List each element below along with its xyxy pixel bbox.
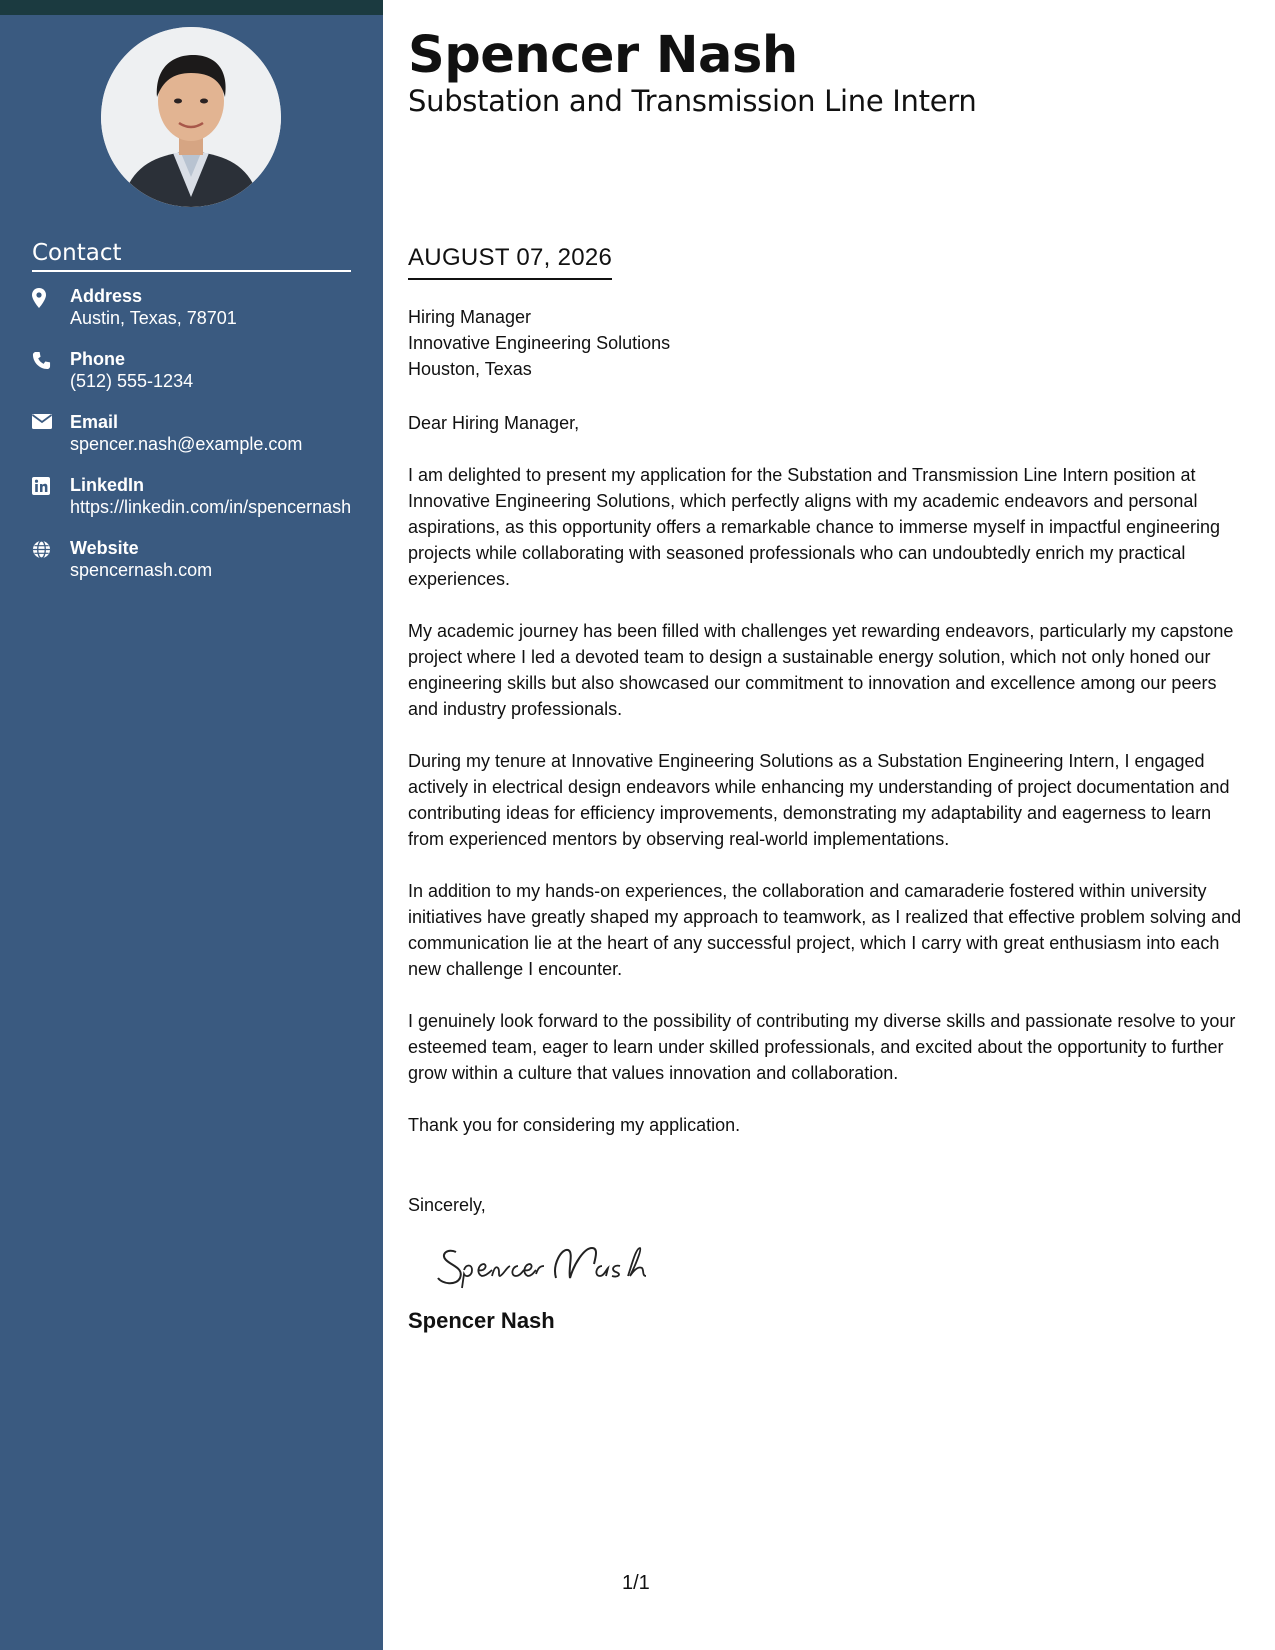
paragraph: My academic journey has been filled with challenges yet rewarding endeavors, particularly my capstone project where I led a devoted team to design a sustainable energy solution, which not only honed our engineering skills but also showcased our commitment to innovation and excellence among our peers and industry professionals. xyxy=(408,621,1234,719)
linkedin-icon xyxy=(32,474,70,519)
contact-email xyxy=(32,411,352,456)
contact-value: spencer.nash@example.com xyxy=(70,434,303,454)
recipient-line: Houston, Texas xyxy=(408,359,532,379)
paragraph: Thank you for considering my application. xyxy=(408,1115,741,1135)
paragraph: During my tenure at Innovative Engineering Solutions as a Substation Engineering Intern, I engaged actively in electrical design endeavors while enhancing my understanding of project documentation and contributing ideas for efficiency improvements, demonstrating my adaptability and eagerness to learn from experienced mentors by observing real-world implementations. xyxy=(408,751,1230,849)
contact-label: LinkedIn xyxy=(70,475,145,495)
signature-image xyxy=(434,1234,654,1292)
letter-body xyxy=(408,304,1248,1334)
paragraph: I genuinely look forward to the possibility of contributing my diverse skills and passionate resolve to your esteemed team, eager to learn under skilled professionals, and excited about the opportunity to further grow within a culture that values innovation and collaboration. xyxy=(408,1011,1236,1083)
contact-value: (512) 555-1234 xyxy=(70,371,194,391)
paragraph: I am delighted to present my application for the Substation and Transmission Line Intern position at Innovative Engineering Solutions, which perfectly aligns with my academic endeavors and personal aspirations, as this opportunity offers a remarkable chance to immerse myself in impactful engineering projects while collaborating with seasoned professionals who can undoubtedly enrich my practical experiences. xyxy=(408,465,1221,589)
page-number: 1/1 xyxy=(622,1572,650,1594)
paragraph: In addition to my hands-on experiences, the collaboration and camaraderie fostered within university initiatives have greatly shaped my approach to teamwork, as I realized that effective problem solving and communication lie at the heart of any successful project, which I carry with great enthusiasm into each new challenge I encounter. xyxy=(408,881,1242,979)
phone-icon xyxy=(32,348,70,393)
recipient-block xyxy=(408,304,1248,382)
contact-label: Phone xyxy=(70,349,126,369)
profile-photo xyxy=(101,27,281,207)
recipient-line: Hiring Manager xyxy=(408,307,532,327)
greeting: Dear Hiring Manager, xyxy=(408,413,580,433)
contact-label: Address xyxy=(70,286,143,306)
contact-value[interactable]: https://linkedin.com/in/spencernash xyxy=(70,497,352,517)
letter-date: AUGUST 07, 2026 xyxy=(408,244,612,280)
contact-label: Website xyxy=(70,538,139,558)
contact-label: Email xyxy=(70,412,119,432)
sidebar xyxy=(0,0,383,1650)
contact-linkedin xyxy=(32,474,352,519)
closing: Sincerely, xyxy=(408,1195,486,1215)
envelope-icon xyxy=(32,411,70,456)
contact-website xyxy=(32,537,352,582)
contact-list xyxy=(32,285,352,600)
globe-icon xyxy=(32,537,70,582)
sidebar-top-bar xyxy=(0,0,383,15)
contact-phone xyxy=(32,348,352,393)
contact-heading: Contact xyxy=(32,240,351,272)
contact-value[interactable]: spencernash.com xyxy=(70,560,213,580)
applicant-name: Spencer Nash xyxy=(408,26,798,85)
recipient-line: Innovative Engineering Solutions xyxy=(408,333,671,353)
contact-address xyxy=(32,285,352,330)
job-title: Substation and Transmission Line Intern xyxy=(408,84,977,118)
contact-value: Austin, Texas, 78701 xyxy=(70,308,237,328)
signer-name: Spencer Nash xyxy=(408,1308,555,1333)
map-pin-icon xyxy=(32,285,70,330)
